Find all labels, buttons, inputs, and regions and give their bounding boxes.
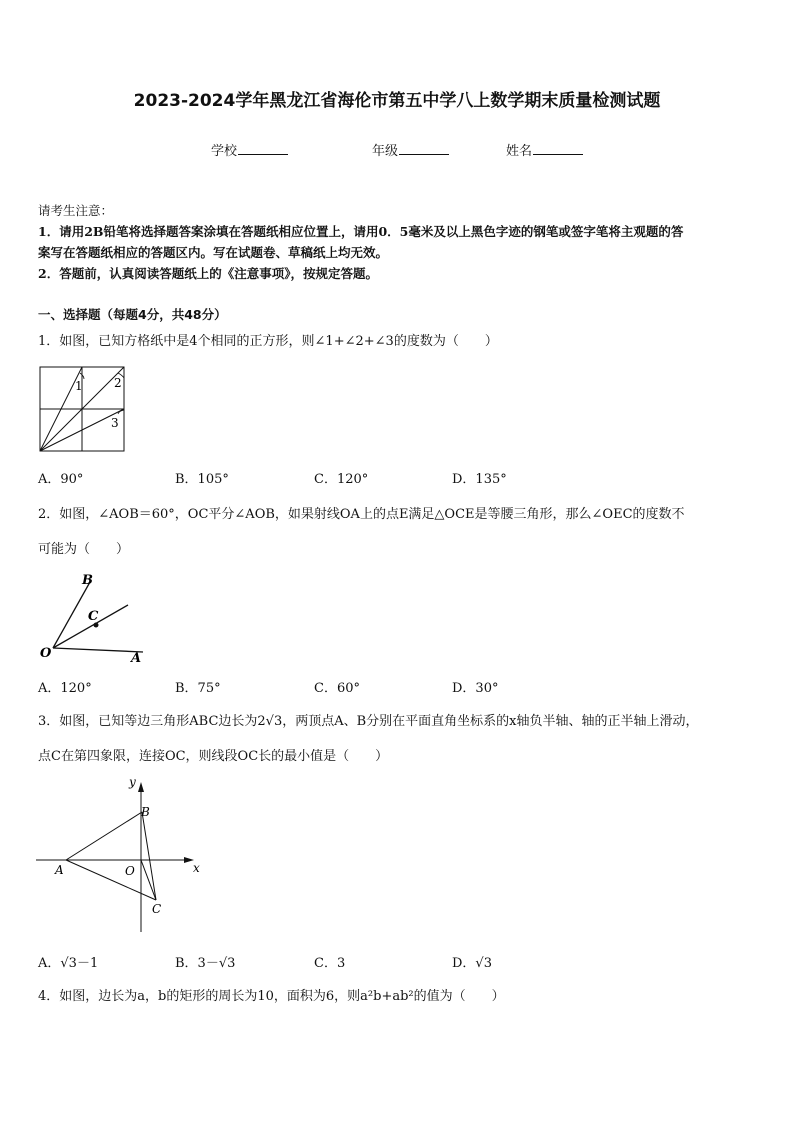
notice-item-1-line-2: 案写在答题纸相应的答题区内。写在试题卷、草稿纸上均无效。 xyxy=(38,245,389,260)
notice-block xyxy=(38,200,758,284)
label-a: A xyxy=(131,651,142,665)
notice-item-1-line-1: 1．请用2B铅笔将选择题答案涂填在答题纸相应位置上，请用0．5毫米及以上黑色字迹的钢笔或签字笔将主观题的答 xyxy=(38,224,684,239)
school-blank xyxy=(238,142,288,155)
label-c: C xyxy=(88,609,99,624)
question-1-figure xyxy=(38,365,128,457)
question-2-text-line-2: 可能为（ ） xyxy=(38,542,130,557)
q3-option-c[interactable]: C．3 xyxy=(314,956,346,971)
q3-option-a[interactable]: A．√3－1 xyxy=(38,956,99,971)
angle-label-3: 3 xyxy=(111,416,119,430)
q1-option-a[interactable]: A．90° xyxy=(38,472,84,487)
school-label: 学校 xyxy=(211,144,238,159)
angle-label-2: 2 xyxy=(114,376,122,390)
label-x: x xyxy=(193,861,200,875)
ray-oa xyxy=(53,648,143,652)
q3-option-d[interactable]: D．√3 xyxy=(452,956,492,971)
question-4-text: 4．如图，边长为a，b的矩形的周长为10，面积为6，则a²b+ab²的值为（ ） xyxy=(38,989,505,1004)
q3-option-b[interactable]: B．3－√3 xyxy=(175,956,236,971)
q1-option-d[interactable]: D．135° xyxy=(452,472,507,487)
question-2-figure xyxy=(38,570,148,665)
question-3-figure xyxy=(36,772,216,934)
question-1-text: 1．如图，已知方格纸中是4个相同的正方形，则∠1+∠2+∠3的度数为（ ） xyxy=(38,334,498,349)
side-bc xyxy=(142,812,156,900)
q1-option-c[interactable]: C．120° xyxy=(314,472,369,487)
name-field xyxy=(506,140,583,159)
section-heading: 一、选择题（每题4分，共48分） xyxy=(38,307,227,322)
q2-option-a[interactable]: A．120° xyxy=(38,681,92,696)
label-o: O xyxy=(40,646,52,661)
label-c: C xyxy=(152,902,162,916)
notice-heading: 请考生注意： xyxy=(38,203,114,218)
notice-item-2: 2．答题前，认真阅读答题纸上的《注意事项》，按规定答题。 xyxy=(38,266,378,281)
grade-blank xyxy=(399,142,449,155)
question-3-text-line-2: 点C在第四象限，连接OC，则线段OC长的最小值是（ ） xyxy=(38,749,389,764)
angle-3-arc xyxy=(118,410,124,414)
q2-option-b[interactable]: B．75° xyxy=(175,681,221,696)
q2-option-d[interactable]: D．30° xyxy=(452,681,499,696)
grade-field xyxy=(372,140,449,159)
q1-option-b[interactable]: B．105° xyxy=(175,472,229,487)
angle-label-1: 1 xyxy=(75,379,83,393)
name-blank xyxy=(533,142,583,155)
school-field xyxy=(211,140,288,159)
question-3-text-line-1: 3．如图，已知等边三角形ABC边长为2√3，两顶点A、B分别在平面直角坐标系的x轴负半轴、轴的正半轴上滑动， xyxy=(38,714,699,729)
label-o: O xyxy=(125,864,135,878)
y-axis-arrow xyxy=(138,782,144,792)
question-2-text-line-1: 2．如图，∠AOB＝60°，OC平分∠AOB，如果射线OA上的点E满足△OCE是等腰三角形，那么∠OEC的度数不 xyxy=(38,507,685,522)
page-title: 2023-2024学年黑龙江省海伦市第五中学八上数学期末质量检测试题 xyxy=(133,91,661,111)
side-ab xyxy=(66,812,142,860)
q2-option-c[interactable]: C．60° xyxy=(314,681,360,696)
label-b: B xyxy=(82,573,93,588)
side-ac xyxy=(66,860,156,900)
label-y: y xyxy=(129,775,136,789)
grade-label: 年级 xyxy=(372,144,399,159)
name-label: 姓名 xyxy=(506,144,533,159)
label-b: B xyxy=(141,805,150,819)
label-a: A xyxy=(55,863,64,877)
